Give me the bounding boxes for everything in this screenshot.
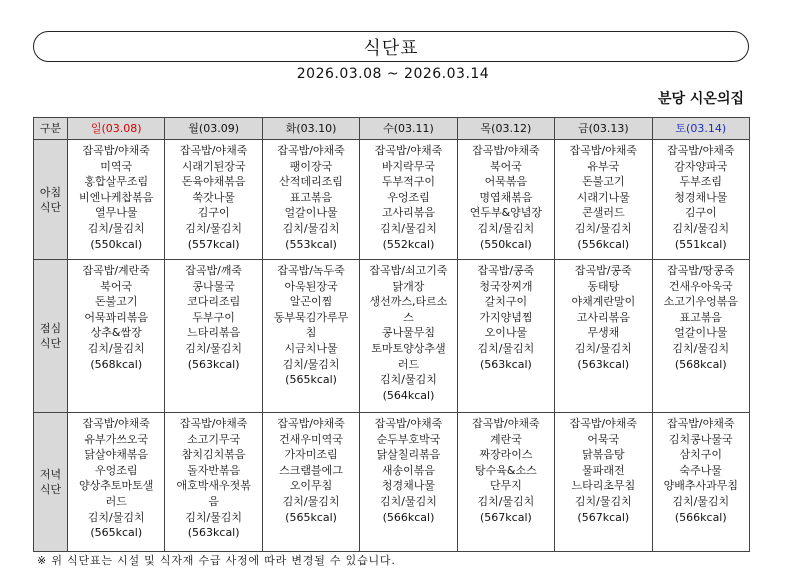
menu-item: 야채계란말이 (571, 295, 636, 309)
menu-item: 두부적구이 (381, 175, 436, 189)
day-header: 화(03.10) (262, 118, 359, 140)
menu-item: 두부조림 (679, 175, 723, 189)
menu-item: (551kcal) (674, 237, 727, 251)
menu-item: 미역국 (100, 159, 133, 173)
menu-item: (565kcal) (90, 526, 143, 540)
menu-item: (563kcal) (187, 357, 240, 371)
menu-item: 오이무침 (289, 479, 333, 493)
menu-item: 짜장라이스 (479, 448, 533, 462)
menu-item: 갈치구이 (484, 295, 528, 309)
day-header: 수(03.11) (360, 118, 457, 140)
menu-item: (563kcal) (577, 357, 630, 371)
menu-item: 참치김치볶음 (181, 448, 246, 462)
menu-item: 우엉조림 (387, 190, 430, 204)
menu-item: 잡곡밥/야채죽 (277, 417, 345, 430)
menu-item: 잡곡밥/야채죽 (82, 144, 150, 157)
menu-item: 고사리볶음 (576, 310, 630, 324)
menu-item: 북어국 (100, 279, 133, 293)
menu-item: (565kcal) (285, 510, 337, 524)
meal-label-line: 아침 (39, 185, 62, 199)
menu-item: 잡곡밥/야채죽 (82, 417, 150, 430)
menu-item: 청국장찌개 (479, 279, 533, 293)
menu-item: 잡곡밥/야채죽 (569, 417, 638, 430)
menu-cell (165, 260, 262, 413)
menu-item: 러드 (105, 494, 127, 508)
menu-item: 김치/물김치 (87, 341, 145, 355)
menu-item: 김치/물김치 (672, 494, 730, 508)
menu-cell (68, 140, 165, 260)
menu-item: 청경채나물 (674, 190, 728, 204)
menu-item: 잡곡밥/쇠고기죽 (369, 264, 448, 277)
day-header: 금(03.13) (555, 118, 652, 140)
day-header: 일(03.08) (68, 118, 165, 140)
menu-item: (550kcal) (480, 237, 532, 251)
menu-item: 고사리볶음 (381, 206, 436, 220)
menu-item: (563kcal) (187, 526, 240, 540)
menu-item: 단무지 (489, 479, 522, 493)
menu-item: 비엔나케찹볶음 (79, 190, 154, 204)
menu-item: 닭살칠리볶음 (376, 448, 441, 462)
menu-item: (556kcal) (577, 237, 630, 251)
menu-item: 돈불고기 (582, 175, 625, 189)
menu-item: 가자미조림 (284, 448, 338, 462)
menu-item: 어묵꽈리볶음 (84, 310, 149, 324)
menu-item: 침 (305, 326, 317, 340)
menu-item: (567kcal) (480, 510, 532, 524)
menu-item: 잡곡밥/땅콩죽 (667, 264, 735, 277)
menu-item: 팽이장국 (289, 159, 333, 173)
menu-item: 김치/물김치 (185, 221, 243, 235)
menu-item: 김구이 (684, 206, 717, 220)
menu-item: (565kcal) (285, 373, 337, 387)
menu-item: 숙주나물 (679, 463, 723, 477)
day-header-row (34, 118, 750, 140)
menu-item: 닭볶음탕 (582, 448, 625, 462)
menu-item: 잡곡밥/야채죽 (569, 144, 638, 157)
menu-item: 돌자반볶음 (187, 463, 241, 477)
meal-label-line: 식단 (39, 200, 62, 214)
menu-item: (563kcal) (480, 357, 532, 371)
menu-item: 김치/물김치 (380, 373, 437, 387)
menu-item: 콩나물무침 (381, 326, 436, 340)
menu-item: 두부구이 (192, 310, 235, 324)
menu-item: 소고기무국 (187, 432, 241, 446)
menu-item: 우엉조림 (94, 463, 138, 477)
menu-item: 생선까스,타르소 (369, 295, 448, 309)
menu-item: 김구이 (197, 206, 230, 220)
menu-item: 잡곡밥/녹두죽 (277, 264, 345, 277)
menu-item: 김치/물김치 (477, 221, 535, 235)
menu-item: 상추&쌈장 (90, 326, 142, 340)
menu-item: 얼갈이나물 (674, 326, 728, 340)
menu-item: 잡곡밥/야채죽 (374, 417, 443, 430)
menu-item: 어묵볶음 (484, 175, 528, 189)
menu-item: 토마토양상추샐 (371, 341, 446, 355)
menu-item: 김치/물김치 (672, 341, 730, 355)
menu-item: 소고기우엉볶음 (663, 295, 738, 309)
menu-item: (564kcal) (382, 388, 435, 402)
menu-cell (457, 413, 554, 552)
menu-item: (568kcal) (674, 357, 727, 371)
menu-item: 김치/물김치 (380, 494, 437, 508)
menu-item: 삼치구이 (679, 448, 723, 462)
menu-period: 2026.03.08 ~ 2026.03.14 (296, 66, 490, 82)
category-header: 구분 (34, 118, 68, 140)
menu-item: 얼갈이나물 (284, 206, 338, 220)
menu-cell (652, 413, 749, 552)
menu-item: 잡곡밥/야채죽 (179, 144, 248, 157)
menu-item: 코다리조림 (187, 295, 241, 309)
menu-item: 김치/물김치 (574, 221, 632, 235)
menu-item: 김치/물김치 (282, 357, 340, 371)
menu-item: 김치/물김치 (672, 221, 730, 235)
menu-item: 유부가쓰오국 (84, 432, 149, 446)
menu-item: (557kcal) (187, 237, 240, 251)
menu-item: 김치/물김치 (574, 494, 632, 508)
menu-item: 물파래전 (582, 463, 625, 477)
menu-item: 양배추사과무침 (663, 479, 738, 493)
notice-text: ※ 위 식단표는 시설 및 식자재 수급 사정에 따라 변경될 수 있습니다. (37, 554, 396, 567)
menu-item: 어묵국 (587, 432, 620, 446)
menu-cell (165, 413, 262, 552)
menu-item: 애호박새우젓볶 (176, 479, 251, 493)
menu-item: 명엽채볶음 (479, 190, 533, 204)
menu-item: 돈불고기 (94, 295, 138, 309)
meal-label-line: 식단 (39, 483, 62, 496)
meal-label (34, 140, 68, 260)
menu-cell (652, 140, 749, 260)
menu-item: 새송이볶음 (381, 463, 436, 477)
menu-item: 잡곡밥/야채죽 (472, 417, 540, 430)
menu-item: 감자양파국 (674, 159, 728, 173)
menu-title: 식단표 (33, 31, 749, 62)
menu-cell (68, 260, 165, 413)
menu-item: 느타리초무침 (571, 479, 636, 493)
menu-item: 돈육야채볶음 (181, 175, 246, 189)
menu-item: 잡곡밥/야채죽 (667, 144, 735, 157)
menu-cell (360, 413, 457, 552)
menu-item: 표고볶음 (679, 310, 723, 324)
menu-item: 콩나물국 (192, 279, 235, 293)
menu-item: 양상추토마토샐 (79, 479, 154, 493)
menu-item: 청경채나물 (381, 479, 436, 493)
menu-item: 김치/물김치 (477, 341, 535, 355)
menu-item: 탕수육&소스 (475, 463, 537, 477)
menu-item: 김치/물김치 (477, 494, 535, 508)
meal-label-line: 식단 (39, 337, 62, 350)
dinner-row (34, 413, 750, 552)
menu-item: 오이나물 (484, 326, 528, 340)
menu-item: 스크램블에그 (279, 463, 343, 477)
menu-item: 순두부호박국 (376, 432, 441, 446)
menu-cell (555, 140, 652, 260)
menu-item: 잡곡밥/콩죽 (574, 264, 632, 277)
menu-item: 시금치나물 (284, 341, 338, 355)
menu-item: (553kcal) (285, 237, 337, 251)
menu-item: (566kcal) (674, 510, 727, 524)
menu-item: 김치/물김치 (87, 221, 145, 235)
menu-cell (457, 140, 554, 260)
menu-item: 닭살야채볶음 (84, 448, 149, 462)
menu-item: 바지락무국 (381, 159, 436, 173)
menu-item: (550kcal) (90, 237, 143, 251)
menu-item: 닭개장 (392, 279, 425, 293)
menu-cell (555, 260, 652, 413)
menu-cell (262, 260, 359, 413)
lunch-row (34, 260, 750, 413)
menu-item: 시래기나물 (576, 190, 630, 204)
menu-item: 김치/물김치 (282, 494, 340, 508)
menu-item: 김치콩나물국 (668, 432, 733, 446)
menu-item: 잡곡밥/야채죽 (374, 144, 443, 157)
menu-cell (652, 260, 749, 413)
menu-item: (568kcal) (90, 357, 143, 371)
menu-item: (566kcal) (382, 510, 435, 524)
day-header: 월(03.09) (165, 118, 262, 140)
menu-item: 북어국 (489, 159, 522, 173)
menu-item: 잡곡밥/야채죽 (179, 417, 248, 430)
menu-item: 잡곡밥/야채죽 (472, 144, 540, 157)
menu-cell (165, 140, 262, 260)
menu-item: 동부묵김가루무 (273, 310, 349, 324)
menu-item: 김치/물김치 (87, 510, 145, 524)
menu-item: 열무나물 (94, 206, 138, 220)
menu-cell (457, 260, 554, 413)
menu-item: 홍합살무조림 (84, 175, 149, 189)
weekly-menu-table (33, 117, 750, 552)
menu-item: 느타리볶음 (187, 326, 241, 340)
menu-cell (262, 140, 359, 260)
menu-item: 김치/물김치 (574, 341, 632, 355)
menu-item: 잡곡밥/야채죽 (277, 144, 345, 157)
menu-item: 연두부&양념장 (469, 206, 543, 220)
menu-item: 산적데리조림 (279, 175, 343, 189)
menu-cell (68, 413, 165, 552)
menu-item: 유부국 (587, 159, 620, 173)
day-header: 토(03.14) (652, 118, 749, 140)
organization-name: 분당 시온의집 (657, 91, 744, 107)
meal-label-line: 점심 (39, 322, 62, 335)
menu-item: 잡곡밥/콩죽 (477, 264, 535, 277)
menu-cell (262, 413, 359, 552)
menu-cell (360, 260, 457, 413)
breakfast-row (34, 140, 750, 260)
meal-label-line: 저녁 (39, 468, 62, 481)
menu-item: 계란국 (489, 432, 522, 446)
menu-item: (552kcal) (382, 237, 435, 251)
menu-item: 동태탕 (587, 279, 620, 293)
menu-item: 잡곡밥/야채죽 (667, 417, 735, 430)
meal-label (34, 413, 68, 552)
menu-item: 잡곡밥/깨죽 (185, 264, 243, 277)
menu-item: 시래기된장국 (181, 159, 246, 173)
menu-cell (360, 140, 457, 260)
menu-item: 쑥갓나물 (192, 190, 235, 204)
menu-item: 김치/물김치 (282, 221, 340, 235)
menu-item: 표고볶음 (289, 190, 333, 204)
menu-cell (555, 413, 652, 552)
menu-item: 음 (208, 494, 219, 508)
menu-item: 아욱된장국 (284, 279, 338, 293)
menu-item: 김치/물김치 (185, 510, 243, 524)
day-header: 목(03.12) (457, 118, 554, 140)
menu-item: (567kcal) (577, 510, 630, 524)
menu-item: 스 (403, 310, 414, 324)
menu-item: 잡곡밥/계란죽 (82, 264, 150, 277)
menu-item: 알곤이찜 (289, 295, 333, 309)
menu-item: 가지양념찜 (479, 310, 533, 324)
meal-label (34, 260, 68, 413)
menu-item: 러드 (397, 357, 420, 371)
menu-item: 무생채 (587, 326, 620, 340)
menu-item: 콘샐러드 (582, 206, 625, 220)
menu-item: 김치/물김치 (185, 341, 243, 355)
menu-item: 건새우미역국 (279, 432, 343, 446)
menu-item: 건새우아욱국 (668, 279, 733, 293)
menu-item: 김치/물김치 (380, 221, 437, 235)
